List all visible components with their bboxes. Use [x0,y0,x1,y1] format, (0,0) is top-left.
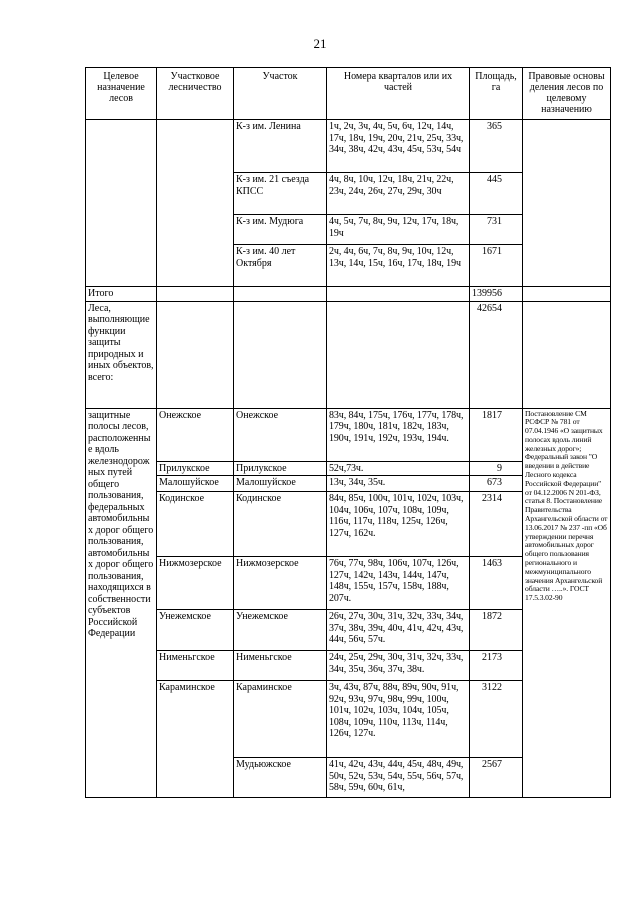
header-section: Участок [234,68,327,120]
area-cell: 731 [470,215,523,245]
district-cell: Нижмозерское [157,557,234,610]
total-label: Итого [86,287,157,302]
header-row [86,68,611,120]
area-cell: 2567 [470,758,523,798]
header-area: Площадь, га [470,68,523,120]
area-cell: 9 [470,461,523,476]
district-cell: Нименьгское [157,651,234,681]
section-cell: К-з им. 21 съезда КПСС [234,173,327,215]
quarters-cell: 76ч, 77ч, 98ч, 106ч, 107ч, 126ч, 127ч, 142ч, 143ч, 144ч, 147ч, 148ч, 155ч, 157ч, 158ч, 188ч, 207ч. [327,557,470,610]
empty-cell [523,287,611,302]
area-cell: 3122 [470,681,523,758]
area-cell: 2314 [470,492,523,557]
district-cell: Малошуйское [157,476,234,492]
quarters-cell: 26ч, 27ч, 30ч, 31ч, 32ч, 33ч, 34ч, 37ч, 38ч, 39ч, 40ч, 41ч, 42ч, 43ч, 44ч, 56ч, 57ч. [327,610,470,651]
area-cell: 1463 [470,557,523,610]
section-cell: Онежское [234,408,327,461]
empty-cell [327,287,470,302]
empty-cell [157,287,234,302]
header-quarters: Номера кварталов или их частей [327,68,470,120]
section-cell: К-з им. 40 лет Октября [234,245,327,287]
total-area: 139956 [470,287,523,302]
district-cell: Кодинское [157,492,234,557]
quarters-cell: 1ч, 2ч, 3ч, 4ч, 5ч, 6ч, 12ч, 14ч, 17ч, 18ч, 19ч, 20ч, 21ч, 25ч, 33ч, 34ч, 38ч, 42ч, 43ч, 45ч, 53ч, 54ч [327,120,470,173]
empty-cell [157,301,234,408]
empty-cell [523,301,611,408]
section-cell: Прилукское [234,461,327,476]
table-row [86,120,611,173]
area-cell: 1872 [470,610,523,651]
district-cell: Караминское [157,681,234,798]
section-cell: Нижмозерское [234,557,327,610]
header-purpose: Целевое назначение лесов [86,68,157,120]
quarters-cell: 13ч, 34ч, 35ч. [327,476,470,492]
district-cell: Онежское [157,408,234,461]
quarters-cell: 3ч, 43ч, 87ч, 88ч, 89ч, 90ч, 91ч, 92ч, 93ч, 97ч, 98ч, 99ч, 100ч, 101ч, 102ч, 103ч, 104ч, 105ч, 108ч, 109ч, 110ч, 113ч, 114ч, 126ч, 127ч. [327,681,470,758]
purpose-cell-empty [86,120,157,287]
header-district: Участковое лесничество [157,68,234,120]
section-cell: К-з им. Ленина [234,120,327,173]
section-cell: Кодинское [234,492,327,557]
protective-area: 42654 [470,301,523,408]
area-cell: 2173 [470,651,523,681]
section-cell: К-з им. Мудюга [234,215,327,245]
protective-row [86,301,611,408]
quarters-cell: 83ч, 84ч, 175ч, 176ч, 177ч, 178ч, 179ч, 180ч, 181ч, 182ч, 183ч, 190ч, 191ч, 192ч, 193ч, 194ч. [327,408,470,461]
section-cell: Нименьгское [234,651,327,681]
area-cell: 1671 [470,245,523,287]
quarters-cell: 24ч, 25ч, 29ч, 30ч, 31ч, 32ч, 33ч, 34ч, 35ч, 36ч, 37ч, 38ч. [327,651,470,681]
section-cell: Мудьюжское [234,758,327,798]
forest-purpose-table [85,67,611,798]
strips-legal: Постановление СМ РСФСР № 781 от 07.04.1946 «О защитных полосах вдоль линий железных дорог»; Федеральный закон "О введении в действие Лесного кодекса Российской Федерации" от 04.12.2006 N 201-ФЗ, статья 8. Постановление Правительства Архангельской области от 13.06.2017 № 237 -пп «Об утверждении перечня автомобильных дорог общего пользования регионального и межмуниципального значения Архангельской области …..». ГОСТ 17.5.3.02-90 [523,408,611,798]
section-cell: Малошуйское [234,476,327,492]
district-cell-empty [157,120,234,287]
district-cell: Прилукское [157,461,234,476]
area-cell: 365 [470,120,523,173]
protective-label: Леса, выполняющие функции защиты природных и иных объектов, всего: [86,301,157,408]
quarters-cell: 52ч,73ч. [327,461,470,476]
strips-purpose: защитные полосы лесов, расположенные вдоль железнодорожных путей общего пользования, федеральных автомобильных дорог общего пользования, автомобильных дорог общего пользования, находящихся в собственности субъектов Российской Федерации [86,408,157,798]
header-legal: Правовые основы деления лесов по целевому назначению [523,68,611,120]
empty-cell [327,301,470,408]
area-cell: 673 [470,476,523,492]
quarters-cell: 4ч, 5ч, 7ч, 8ч, 9ч, 12ч, 17ч, 18ч, 19ч [327,215,470,245]
district-cell: Унежемское [157,610,234,651]
quarters-cell: 2ч, 4ч, 6ч, 7ч, 8ч, 9ч, 10ч, 12ч, 13ч, 14ч, 15ч, 16ч, 17ч, 18ч, 19ч [327,245,470,287]
area-cell: 445 [470,173,523,215]
quarters-cell: 84ч, 85ч, 100ч, 101ч, 102ч, 103ч, 104ч, 106ч, 107ч, 108ч, 109ч, 116ч, 117ч, 118ч, 125ч, 126ч, 127ч, 162ч. [327,492,470,557]
quarters-cell: 41ч, 42ч, 43ч, 44ч, 45ч, 48ч, 49ч, 50ч, 52ч, 53ч, 54ч, 55ч, 56ч, 57ч, 58ч, 59ч, 60ч, 61ч, [327,758,470,798]
section-cell: Унежемское [234,610,327,651]
page-number: 21 [313,36,327,51]
legal-cell-empty [523,120,611,287]
quarters-cell: 4ч, 8ч, 10ч, 12ч, 18ч, 21ч, 22ч, 23ч, 24ч, 26ч, 27ч, 29ч, 30ч [327,173,470,215]
area-cell: 1817 [470,408,523,461]
section-cell: Караминское [234,681,327,758]
empty-cell [234,287,327,302]
total-row [86,287,611,302]
empty-cell [234,301,327,408]
table-row [86,408,611,461]
